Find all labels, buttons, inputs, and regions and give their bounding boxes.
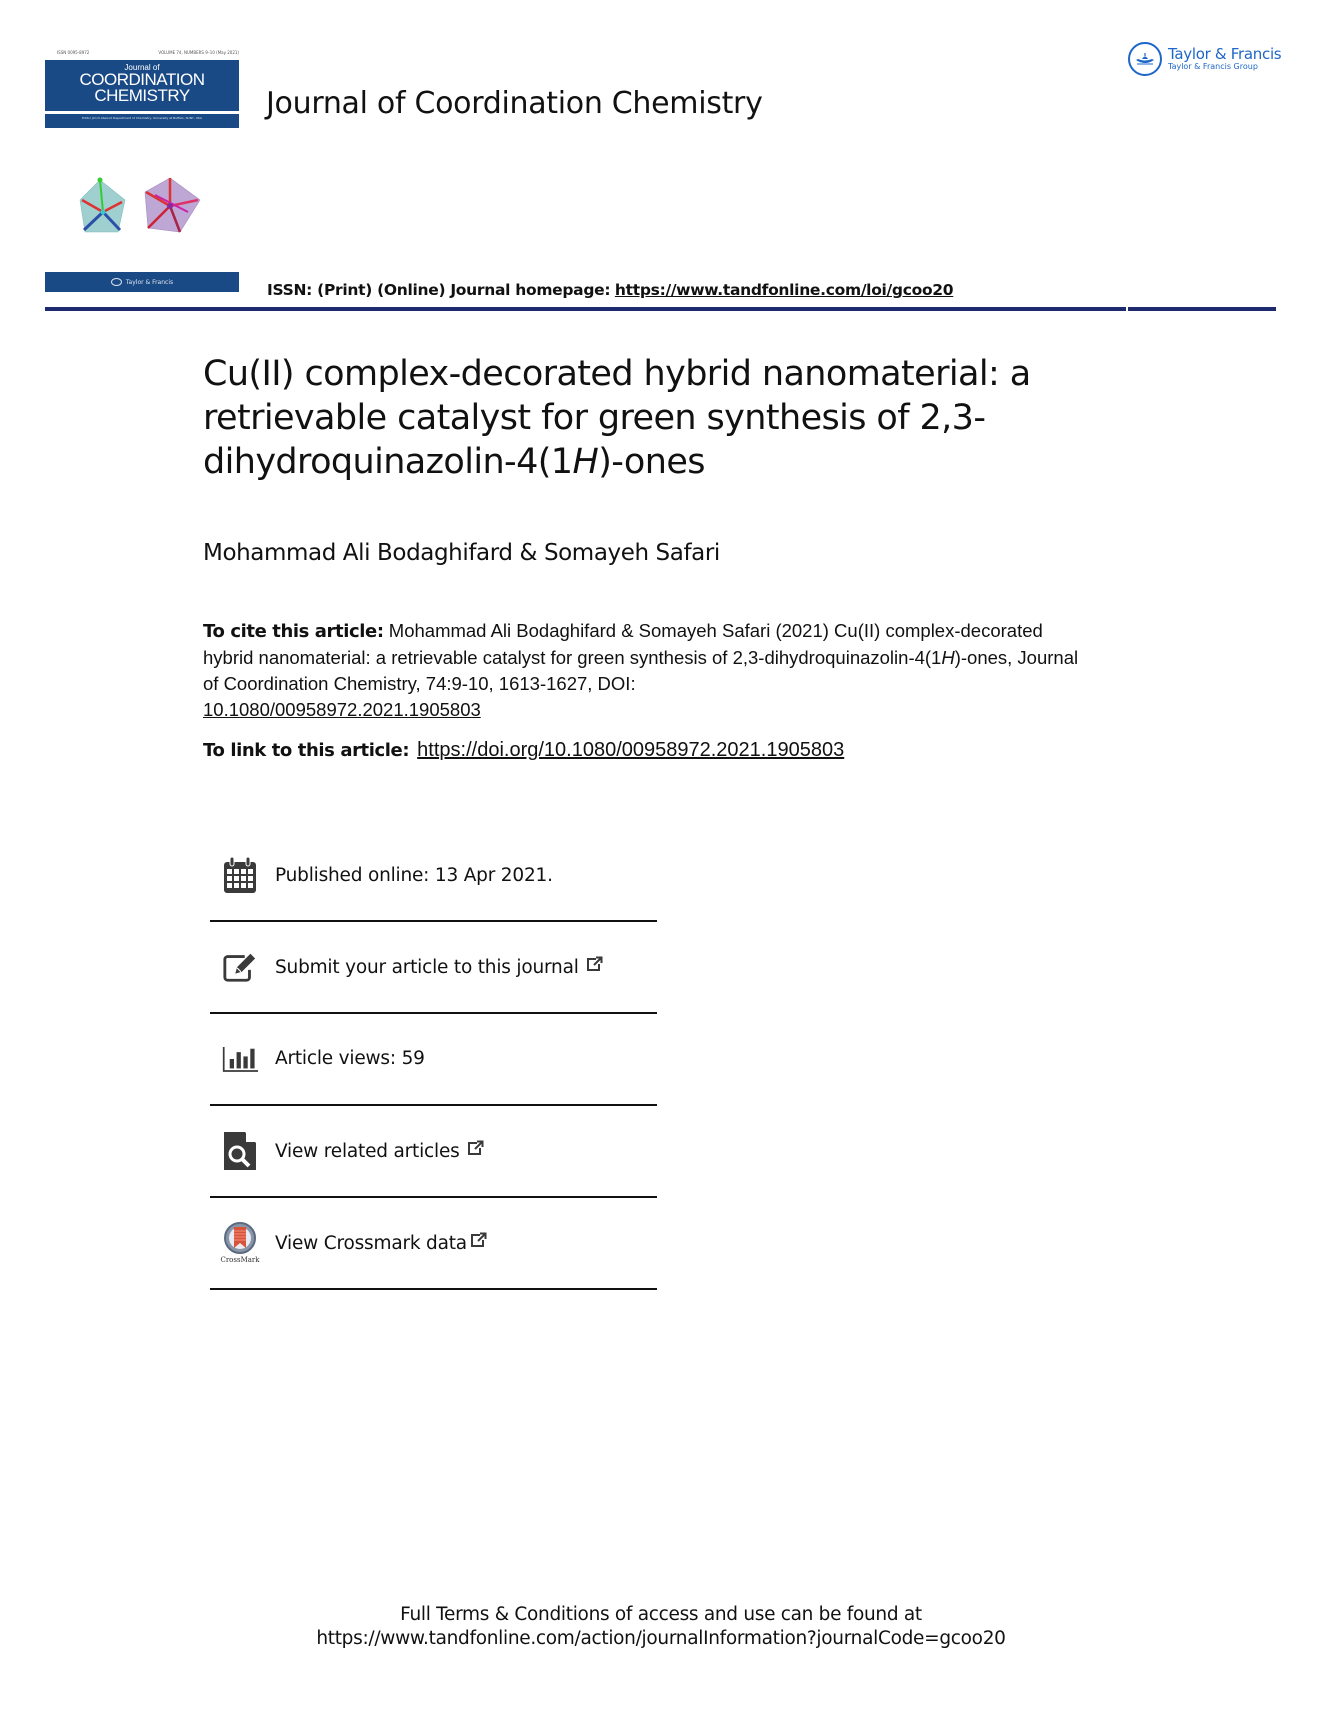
cite-label: To cite this article: bbox=[203, 621, 384, 642]
article-views-label: Article views: 59 bbox=[275, 1048, 425, 1069]
logo-main-text: Taylor & Francis bbox=[1168, 45, 1282, 63]
crossmark-icon bbox=[222, 1219, 258, 1267]
link-label: To link to this article: bbox=[203, 740, 410, 761]
article-title-part2: )-ones bbox=[598, 442, 705, 482]
publisher-lamp-icon bbox=[111, 278, 122, 286]
external-link-icon bbox=[585, 956, 603, 977]
cover-title-line1: COORDINATION bbox=[79, 70, 205, 89]
molecule-illustration bbox=[70, 170, 210, 250]
bar-chart-icon bbox=[222, 1039, 258, 1079]
cover-volume: VOLUME 74, NUMBERS 9–10 (May 2021) bbox=[158, 50, 239, 55]
citation-block bbox=[203, 618, 1083, 723]
doi-link[interactable]: 10.1080/00958972.2021.1905803 bbox=[203, 699, 481, 720]
issn-label: ISSN: (Print) (Online) Journal homepage: bbox=[267, 281, 611, 299]
cover-meta bbox=[57, 50, 239, 60]
cite-text-italic: H bbox=[941, 647, 955, 668]
cover-publisher-band bbox=[45, 272, 239, 292]
external-link-icon bbox=[466, 1140, 484, 1161]
article-views-item bbox=[210, 1014, 657, 1104]
cite-text-part2: )-ones, Journal of Coordination Chemistry, 74:9-10, 1613-1627, DOI: bbox=[203, 647, 1079, 694]
article-doi-url[interactable]: https://doi.org/10.1080/00958972.2021.1905803 bbox=[417, 739, 845, 761]
journal-cover bbox=[45, 50, 239, 294]
article-title-part1: Cu(II) complex-decorated hybrid nanomaterial: a retrievable catalyst for green synthesis of 2,3-dihydroquinazolin-4(1 bbox=[203, 354, 1031, 482]
header-divider bbox=[45, 307, 1126, 311]
crossmark-link[interactable] bbox=[275, 1232, 487, 1254]
article-info-list bbox=[210, 830, 657, 1290]
crossmark-label: View Crossmark data bbox=[275, 1232, 467, 1254]
calendar-icon bbox=[222, 855, 258, 895]
terms-line1: Full Terms & Conditions of access and use can be found at bbox=[400, 1604, 922, 1625]
submit-article-item[interactable] bbox=[210, 922, 657, 1012]
logo-sub-text: Taylor & Francis Group bbox=[1168, 62, 1258, 71]
terms-footer bbox=[0, 1603, 1322, 1651]
cover-journal-of: Journal of bbox=[124, 63, 160, 72]
cover-editor: Editor Jim D Atwood Department of Chemistry, University at Buffalo, SUNY, USA bbox=[45, 114, 239, 128]
journal-homepage-link[interactable]: https://www.tandfonline.com/loi/gcoo20 bbox=[614, 281, 954, 299]
terms-url[interactable]: https://www.tandfonline.com/action/journalInformation?journalCode=gcoo20 bbox=[316, 1628, 1006, 1649]
cite-text-part1: Mohammad Ali Bodaghifard & Somayeh Safari (2021) Cu(II) complex-decorated hybrid nanomaterial: a retrievable catalyst for green synthesis of 2,3-dihydroquinazolin-4(1 bbox=[203, 620, 1043, 668]
document-search-icon bbox=[222, 1131, 258, 1171]
cover-publisher: Taylor & Francis bbox=[125, 278, 174, 286]
crossmark-item[interactable] bbox=[210, 1198, 657, 1288]
published-online-item bbox=[210, 830, 657, 920]
lamp-icon bbox=[1128, 42, 1162, 76]
submit-article-label: Submit your article to this journal bbox=[275, 957, 579, 978]
article-authors: Mohammad Ali Bodaghifard & Somayeh Safari bbox=[203, 540, 720, 566]
related-articles-label: View related articles bbox=[275, 1140, 460, 1162]
article-title bbox=[203, 352, 1083, 484]
journal-name: Journal of Coordination Chemistry bbox=[266, 86, 763, 121]
issn-line bbox=[267, 281, 953, 299]
article-title-italic: H bbox=[572, 442, 599, 482]
crossmark-caption: CrossMark bbox=[220, 1256, 260, 1264]
cover-title-band bbox=[45, 60, 239, 111]
cover-title-line2: CHEMISTRY bbox=[94, 86, 190, 105]
external-link-icon bbox=[469, 1232, 487, 1253]
publisher-logo bbox=[1128, 40, 1288, 78]
related-articles-item[interactable] bbox=[210, 1106, 657, 1196]
header-divider-right bbox=[1128, 307, 1276, 311]
published-online-label: Published online: 13 Apr 2021. bbox=[275, 864, 553, 886]
list-divider bbox=[210, 1288, 657, 1290]
submit-article-link[interactable] bbox=[275, 956, 603, 978]
related-articles-link[interactable] bbox=[275, 1140, 484, 1162]
article-link-line bbox=[203, 737, 844, 762]
cover-issn: ISSN 0095-8972 bbox=[57, 50, 90, 55]
edit-icon bbox=[222, 947, 258, 987]
